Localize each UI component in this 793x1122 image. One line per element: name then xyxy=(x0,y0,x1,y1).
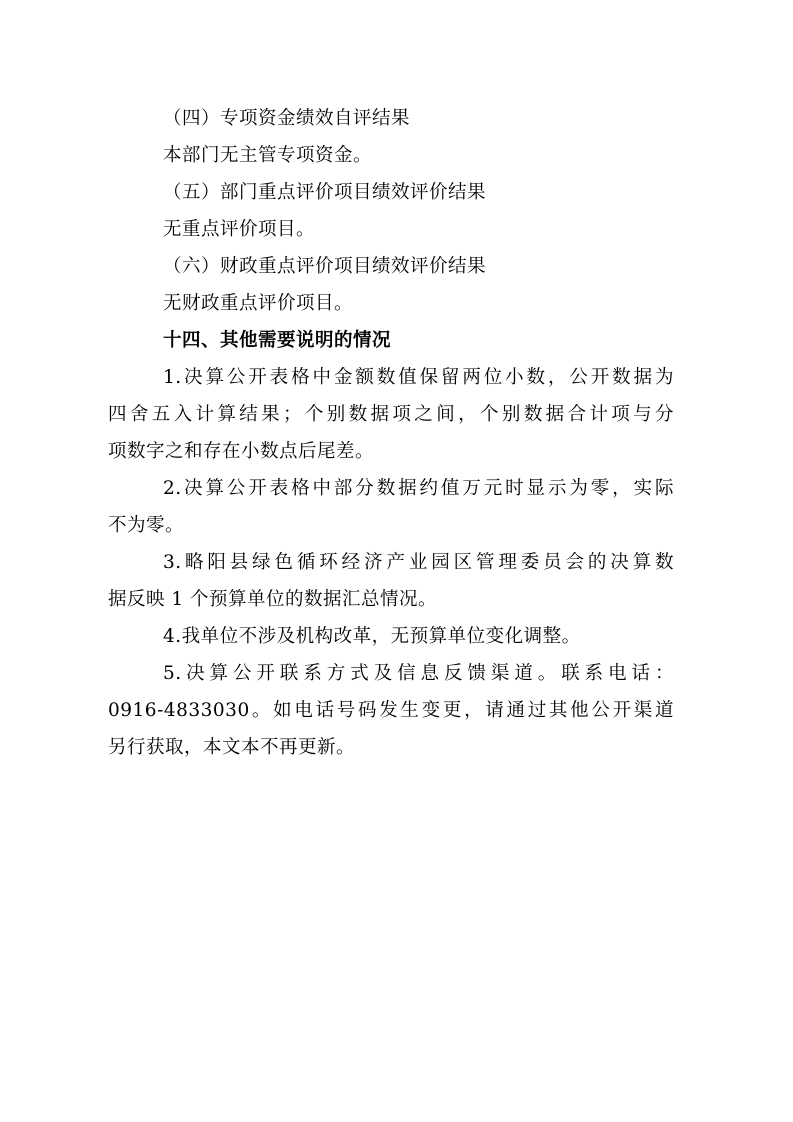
section-6-title: （六）财政重点评价项目绩效评价结果 xyxy=(163,256,487,277)
section-4-body: 本部门无主管专项资金。 xyxy=(163,145,373,166)
document-content xyxy=(108,100,674,766)
item-5-line-3: 另行获取，本文本不再更新。 xyxy=(108,737,356,758)
item-1-line-1: 1.决算公开表格中金额数值保留两位小数，公开数据为 xyxy=(163,367,674,388)
section-4-title: （四）专项资金绩效自评结果 xyxy=(163,108,411,129)
section-5-title: （五）部门重点评价项目绩效评价结果 xyxy=(163,182,487,203)
item-4-line-1: 4.我单位不涉及机构改革，无预算单位变化调整。 xyxy=(163,626,581,647)
section-5-body: 无重点评价项目。 xyxy=(163,219,316,240)
item-1-line-2: 四舍五入计算结果；个别数据项之间，个别数据合计项与分 xyxy=(108,404,674,425)
item-3-line-1: 3.略阳县绿色循环经济产业园区管理委员会的决算数 xyxy=(163,552,674,573)
item-5-line-1: 5.决算公开联系方式及信息反馈渠道。联系电话： xyxy=(163,663,674,684)
item-2-line-2: 不为零。 xyxy=(108,515,185,536)
item-3-line-2: 据反映 1 个预算单位的数据汇总情况。 xyxy=(108,589,438,610)
section-14-title: 十四、其他需要说明的情况 xyxy=(163,330,392,351)
item-2-line-1: 2.决算公开表格中部分数据约值万元时显示为零，实际 xyxy=(163,478,674,499)
item-5-line-2: 0916-4833030。如电话号码发生变更，请通过其他公开渠道 xyxy=(108,700,674,721)
section-6-body: 无财政重点评价项目。 xyxy=(163,293,354,314)
item-1-line-3: 项数字之和存在小数点后尾差。 xyxy=(108,441,375,462)
